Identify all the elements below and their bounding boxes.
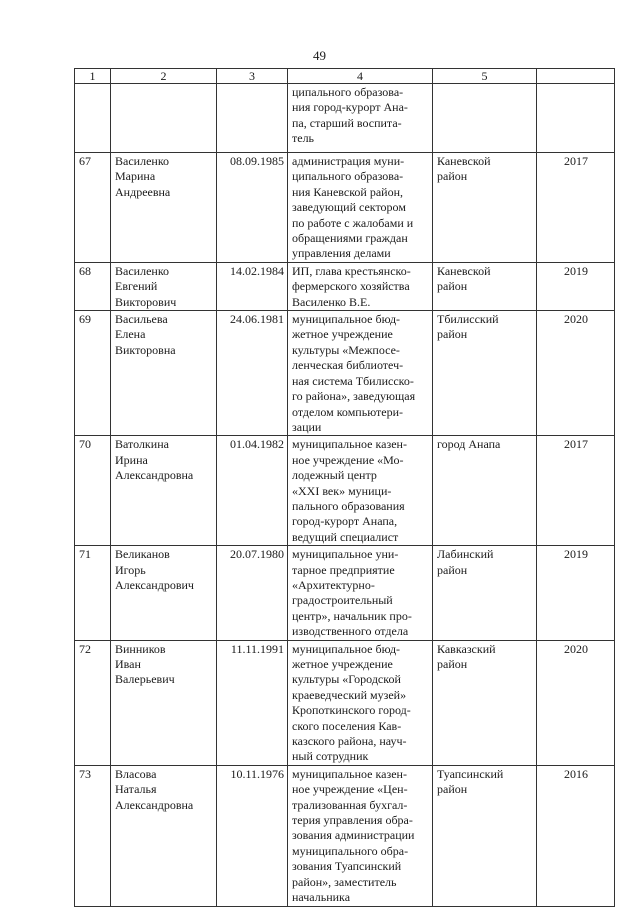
organization-cell <box>288 262 433 310</box>
name-cell <box>111 262 217 310</box>
district-line: район <box>437 327 468 342</box>
org-line: муниципальное казен- <box>292 437 407 452</box>
name-cell <box>111 546 217 640</box>
birth-date-cell: 01.04.1982 <box>217 436 288 546</box>
org-line: Кропоткинского город- <box>292 703 411 718</box>
org-line: пального образования <box>292 498 405 513</box>
continuation-name-cell <box>111 84 217 153</box>
org-line: заведующий сектором <box>292 200 406 215</box>
org-line: район», заместитель <box>292 874 397 889</box>
table-body <box>75 84 615 907</box>
row-number-cell: 67 <box>75 153 111 263</box>
org-line: ная система Тбилисско- <box>292 373 414 388</box>
name-line: Александровна <box>115 797 194 812</box>
row-number-cell: 68 <box>75 262 111 310</box>
row-number-cell: 69 <box>75 311 111 436</box>
organization-cell <box>288 765 433 906</box>
org-line: зования администрации <box>292 828 415 843</box>
name-line: Васильева <box>115 312 168 327</box>
org-line: зования Туапсинский <box>292 859 402 874</box>
name-line: Евгений <box>115 279 158 294</box>
name-line: Власова <box>115 766 157 781</box>
district-line: Каневской <box>437 154 491 168</box>
header-cell-2: 2 <box>111 69 217 84</box>
org-line: «XXI век» муници- <box>292 483 392 498</box>
district-cell <box>433 765 537 906</box>
header-cell-1: 1 <box>75 69 111 84</box>
name-line: Марина <box>115 169 156 184</box>
org-line: изводственного отдела <box>292 624 409 639</box>
name-cell <box>111 311 217 436</box>
name-line: Елена <box>115 327 146 342</box>
name-line: Винников <box>115 641 166 656</box>
name-line: Александровна <box>115 468 194 483</box>
org-line: начальника <box>292 890 351 905</box>
header-row <box>75 69 615 84</box>
org-line: отделом компьютери- <box>292 404 403 419</box>
org-line: по работе с жалобами и <box>292 215 414 230</box>
row-number-cell: 72 <box>75 640 111 765</box>
page-number: 49 <box>313 48 326 63</box>
org-line: тель <box>292 131 315 146</box>
birth-date-cell: 20.07.1980 <box>217 546 288 640</box>
org-line: муниципальное уни- <box>292 547 399 562</box>
org-line: город-курорт Анапа, <box>292 514 398 529</box>
name-line: Василенко <box>115 263 170 278</box>
birth-date-cell: 14.02.1984 <box>217 262 288 310</box>
table-row <box>75 153 615 263</box>
birth-date-cell: 08.09.1985 <box>217 153 288 263</box>
row-number-cell: 71 <box>75 546 111 640</box>
org-line: фермерского хозяйства <box>292 279 410 294</box>
org-line: ИП, глава крестьянско- <box>292 263 411 278</box>
org-line: культуры «Городской <box>292 672 401 687</box>
district-line: Туапсинский <box>437 766 504 781</box>
birth-date-cell: 11.11.1991 <box>217 640 288 765</box>
table-row <box>75 640 615 765</box>
org-line: ный сотрудник <box>292 749 369 764</box>
org-line: управления делами <box>292 246 391 261</box>
name-line: Андреевна <box>115 184 171 199</box>
organization-cell <box>288 546 433 640</box>
org-line: трализованная бухгал- <box>292 797 408 812</box>
table-row <box>75 311 615 436</box>
district-line: Тбилисский <box>437 312 499 327</box>
organization-cell <box>288 436 433 546</box>
continuation-district-cell <box>433 84 537 153</box>
org-line: обращениями граждан <box>292 231 408 246</box>
name-cell <box>111 153 217 263</box>
org-line: ципального образова- <box>292 85 404 99</box>
name-cell <box>111 640 217 765</box>
name-line: Ватолкина <box>115 437 169 452</box>
name-line: Валерьевич <box>115 672 175 687</box>
register-table <box>74 68 615 907</box>
org-line: терия управления обра- <box>292 813 413 828</box>
district-line: район <box>437 657 468 671</box>
district-cell <box>433 311 537 436</box>
table-row <box>75 546 615 640</box>
org-line: краеведческий музей» <box>292 687 407 702</box>
org-line: культуры «Межпосе- <box>292 342 400 357</box>
name-line: Игорь <box>115 562 146 577</box>
org-line: муниципальное казен- <box>292 766 407 781</box>
name-cell <box>111 436 217 546</box>
org-line: муниципального обра- <box>292 843 409 858</box>
birth-date-cell: 10.11.1976 <box>217 765 288 906</box>
name-line: Наталья <box>115 782 157 797</box>
name-line: Иван <box>115 657 141 671</box>
org-line: тарное предприятие <box>292 562 395 577</box>
district-line: район <box>437 169 468 184</box>
year-cell: 2017 <box>537 436 615 546</box>
organization-cell <box>288 153 433 263</box>
row-number-cell: 73 <box>75 765 111 906</box>
name-line: Викторович <box>115 294 177 309</box>
name-line: Василенко <box>115 154 170 168</box>
table-row <box>75 262 615 310</box>
year-cell: 2019 <box>537 262 615 310</box>
org-line: администрация муни- <box>292 154 405 168</box>
district-cell <box>433 153 537 263</box>
year-cell: 2019 <box>537 546 615 640</box>
org-line: ведущий специалист <box>292 529 399 544</box>
name-line: Великанов <box>115 547 170 562</box>
continuation-num-cell <box>75 84 111 153</box>
org-line: го района», заведующая <box>292 389 416 404</box>
district-line: Кавказский <box>437 641 496 656</box>
header-cell-4: 4 <box>288 69 433 84</box>
table-row <box>75 436 615 546</box>
organization-cell <box>288 311 433 436</box>
org-line: ского поселения Кав- <box>292 718 402 733</box>
org-line: ципального образова- <box>292 169 404 184</box>
org-line: казского района, науч- <box>292 734 407 749</box>
org-line: «Архитектурно- <box>292 577 375 592</box>
row-number-cell: 70 <box>75 436 111 546</box>
org-line: ное учреждение «Мо- <box>292 452 404 467</box>
year-cell: 2020 <box>537 640 615 765</box>
district-line: город Анапа <box>437 437 501 452</box>
continuation-row <box>75 84 615 153</box>
district-cell <box>433 436 537 546</box>
org-line: муниципальное бюд- <box>292 641 401 656</box>
continuation-date-cell <box>217 84 288 153</box>
district-line: район <box>437 782 468 797</box>
org-line: зации <box>292 419 322 434</box>
district-line: Лабинский <box>437 547 494 562</box>
org-line: ния город-курорт Ана- <box>292 100 408 115</box>
district-cell <box>433 546 537 640</box>
district-line: район <box>437 562 468 577</box>
header-cell-3: 3 <box>217 69 288 84</box>
district-line: район <box>437 279 468 294</box>
header-cell-6 <box>537 69 615 84</box>
name-line: Александрович <box>115 577 194 592</box>
org-line: ния Каневской район, <box>292 184 404 199</box>
org-line: жетное учреждение <box>292 657 393 671</box>
year-cell: 2016 <box>537 765 615 906</box>
org-line: лодежный центр <box>292 468 377 483</box>
year-cell: 2017 <box>537 153 615 263</box>
org-line: жетное учреждение <box>292 327 393 342</box>
name-line: Викторовна <box>115 342 176 357</box>
continuation-year-cell <box>537 84 615 153</box>
org-line: градостроительный <box>292 593 393 608</box>
district-line: Каневской <box>437 263 491 278</box>
org-line: Василенко В.Е. <box>292 294 371 309</box>
table-header <box>75 69 615 84</box>
birth-date-cell: 24.06.1981 <box>217 311 288 436</box>
org-line: ное учреждение «Цен- <box>292 782 408 797</box>
org-line: муниципальное бюд- <box>292 312 401 327</box>
table-row <box>75 765 615 906</box>
district-cell <box>433 640 537 765</box>
continuation-org-cell <box>288 84 433 153</box>
name-cell <box>111 765 217 906</box>
name-line: Ирина <box>115 452 148 467</box>
org-line: центр», начальник про- <box>292 608 412 623</box>
org-line: ленческая библиотеч- <box>292 358 404 373</box>
header-cell-5: 5 <box>433 69 537 84</box>
year-cell: 2020 <box>537 311 615 436</box>
organization-cell <box>288 640 433 765</box>
org-line: па, старший воспита- <box>292 115 402 130</box>
district-cell <box>433 262 537 310</box>
